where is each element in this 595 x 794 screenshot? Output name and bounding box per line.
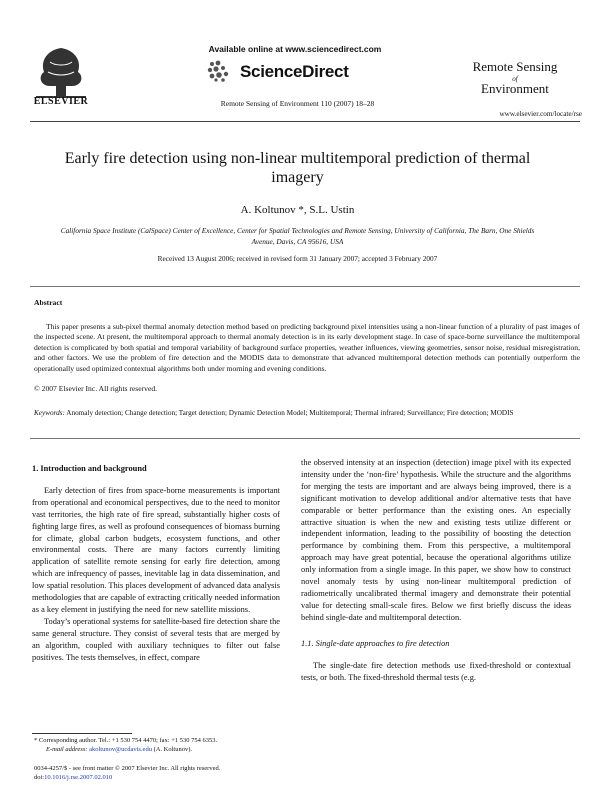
- article-title: Early fire detection using non-linear multitemporal prediction of thermal imagery: [64, 150, 531, 186]
- subsection-heading: 1.1. Single-date approaches to fire detection: [301, 638, 450, 648]
- journal-logo-line1: Remote Sensing: [472, 59, 558, 74]
- journal-reference: Remote Sensing of Environment 110 (2007) 18–28: [220, 99, 375, 108]
- author-affiliation: California Space Institute (CalSpace) Center of Excellence, Center for Spatial Technologies and Remote Sensing, University of California, The Barn, One Shields Avenue, Davis, CA 95616, USA: [60, 226, 535, 246]
- keywords: [34, 408, 580, 418]
- body-paragraph: Today’s operational systems for satellite-based fire detection share the same general structure. They consist of several tests that are merged by an algorithm, coupled with auxiliary techniques to filter out false positives. The tests themselves, in effect, compare: [32, 616, 280, 662]
- journal-logo-line3: Environment: [481, 81, 549, 96]
- publisher-logo-text: ELSEVIER: [33, 96, 89, 107]
- email-suffix: (A. Koltunov).: [153, 746, 193, 753]
- footnote: [34, 736, 294, 754]
- abstract-heading: Abstract: [34, 298, 63, 307]
- journal-logo-line2: of: [512, 75, 518, 83]
- sciencedirect-availability: Available online at www.sciencedirect.com: [208, 44, 382, 54]
- body-right-column: [301, 457, 571, 683]
- doi-label: doi:: [34, 774, 45, 781]
- email-line: [34, 745, 294, 754]
- keywords-text: Anomaly detection; Change detection; Target detection; Dynamic Detection Model; Multitemporal; Thermal infrared; Surveillance; Fire detection; MODIS: [66, 409, 514, 417]
- abstract-copyright: © 2007 Elsevier Inc. All rights reserved.: [34, 384, 158, 393]
- article-authors: A. Koltunov *, S.L. Ustin: [240, 204, 355, 216]
- email-label: E-mail address:: [46, 746, 88, 753]
- received-dates: Received 13 August 2006; received in revised form 31 January 2007; accepted 3 February 2007: [157, 254, 438, 263]
- footnote-divider: [32, 733, 132, 734]
- corresponding-author-note: * Corresponding author. Tel.: +1 530 754 4470; fax: +1 530 754 6353.: [34, 737, 218, 744]
- doi-line: [34, 773, 294, 782]
- body-left-column: [32, 463, 280, 664]
- doi-link[interactable]: 10.1016/j.rse.2007.02.010: [44, 774, 113, 781]
- abstract-divider-bottom: [30, 438, 580, 439]
- abstract-divider-top: [30, 286, 580, 287]
- issn-line: 0034-4257/$ - see front matter © 2007 Elsevier Inc. All rights reserved.: [34, 765, 221, 772]
- journal-url-link[interactable]: www.elsevier.com/locate/rse: [499, 110, 582, 118]
- header-divider: [30, 121, 580, 122]
- page-footer: [34, 764, 294, 782]
- body-paragraph: Early detection of fires from space-borne measurements is important from operational and economical perspectives, due to the need to monitor vast territories, the high rate of fire spread, substantially higher costs of fighting large fires, as well as profound consequences of biomass burning for climate, global carbon budgets, ecosystem functions, and other environmental costs. There are many factors currently limiting application of satellite remote sensing for early fire detection, among which are infrequency of passes, inevitable lag in data dissemination, and low spatial resolution. This places development of advanced data analysis methodologies that are capable of extracting critically needed information as a key element in justifying the need for new satellite missions.: [32, 485, 280, 614]
- section-heading: 1. Introduction and background: [32, 464, 147, 473]
- keywords-label: Keywords:: [34, 409, 65, 417]
- body-paragraph: the observed intensity at an inspection (detection) image pixel with its expected intensity under the ‘non-fire’ hypothesis. While the structure and the algorithms for merging the tests are important and are always being improved, there is a significant motivation to develop additional and/or alternative tests that have comparable or better performance than the existing ones. An especially attractive situation is when the new and existing tests utilize different or independent information, leading to the possibility of boosting the detection performance by combining them. From this perspective, a multitemporal approach may have great potential, because the operational algorithms utilize only information from a single image. In this paper, we show how to construct novel anomaly tests by using non-linear multitemporal prediction of radiometrically uncalibrated thermal imagery and demonstrate their potential value for detecting small-scale fires. Below we first briefly discuss the ideas behind single-date and multitemporal detection.: [301, 458, 571, 622]
- sciencedirect-name: ScienceDirect: [240, 62, 349, 81]
- abstract-text: This paper presents a sub-pixel thermal anomaly detection method based on predicting background pixel intensities using a non-linear function of a plurality of past images of the inspected scene. At present, the multitemporal approach to thermal anomaly detection is in its early development stage. In case of space-borne surveillance the multitemporal detection is complicated by both spatial and temporal variability of background surface properties, weather influences, viewing geometries, sensor noise, residual misregistration, and other factors. We use the problem of fire detection and the MODIS data to demonstrate that advanced multitemporal detection methods can potentially outperform the operationally used optimized contextual algorithms both under morning and evening conditions.: [34, 322, 580, 373]
- sciencedirect-dots-icon: [206, 60, 236, 82]
- email-link[interactable]: akoltunov@ucdavis.edu: [89, 746, 152, 753]
- body-paragraph: The single-date fire detection methods use fixed-threshold or contextual tests, or both. The fixed-threshold thermal tests (e.g.: [301, 660, 571, 682]
